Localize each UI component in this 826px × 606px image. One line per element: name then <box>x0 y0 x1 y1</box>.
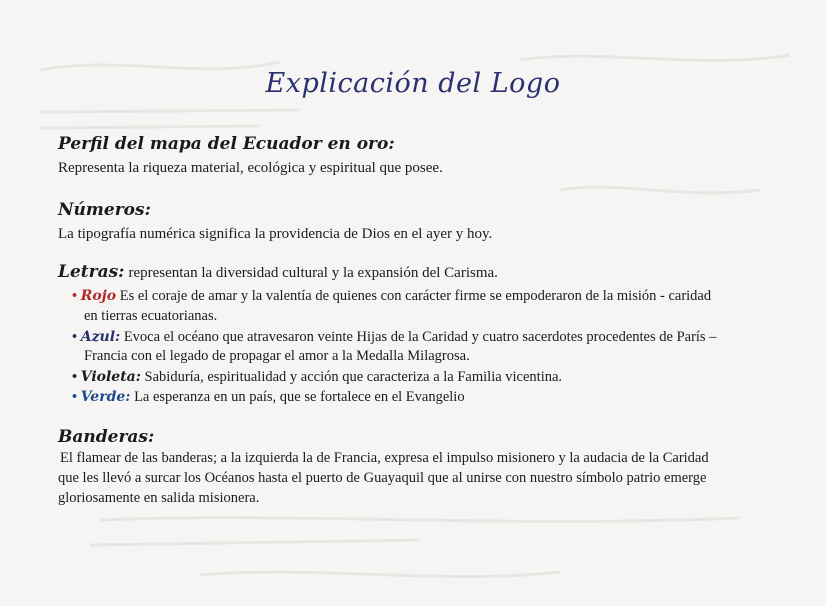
section-text-numeros: La tipografía numérica significa la providencia de Dios en el ayer y hoy. <box>58 226 493 242</box>
bullet-rojo <box>72 286 711 306</box>
bullet-label-azul: Azul: <box>80 329 121 345</box>
bullet-azul <box>72 327 716 347</box>
bullet-dot-icon: • <box>72 389 81 405</box>
bullet-dot-icon: • <box>72 288 81 304</box>
bullet-text-rojo: Es el coraje de amar y la valentía de quienes con carácter firme se empoderaron de la misión - caridad <box>119 288 712 304</box>
bullet-violeta <box>72 367 562 387</box>
section-text-banderas-2: que les llevó a surcar los Océanos hasta el puerto de Guayaquil que al unirse con nuestro símbolo patrio emerge <box>58 470 707 486</box>
bullet-cont-rojo: en tierras ecuatorianas. <box>84 308 218 324</box>
section-letras-intro <box>58 262 498 282</box>
page-title: Explicación del Logo <box>265 68 561 99</box>
section-heading-banderas: Banderas: <box>58 427 155 447</box>
section-heading-perfil: Perfil del mapa del Ecuador en oro: <box>58 134 395 154</box>
bullet-label-rojo: Rojo <box>80 288 117 304</box>
bullet-dot-icon: • <box>72 369 81 385</box>
section-text-letras: representan la diversidad cultural y la expansión del Carisma. <box>128 265 498 281</box>
bullet-label-verde: Verde: <box>80 389 131 405</box>
bullet-dot-icon: • <box>72 329 81 345</box>
section-heading-letras: Letras: <box>58 262 125 282</box>
section-text-banderas-3: gloriosamente en salida misionera. <box>58 490 260 506</box>
bullet-text-azul: Evoca el océano que atravesaron veinte Hijas de la Caridad y cuatro sacerdotes procedentes de París – <box>123 329 717 345</box>
section-heading-numeros: Números: <box>58 200 151 220</box>
section-text-perfil: Representa la riqueza material, ecológica y espiritual que posee. <box>58 160 443 176</box>
bullet-label-violeta: Violeta: <box>80 369 141 385</box>
bullet-verde <box>72 387 465 407</box>
bullet-text-violeta: Sabiduría, espiritualidad y acción que caracteriza a la Familia vicentina. <box>144 369 563 385</box>
bullet-cont-azul: Francia con el legado de propagar el amor a la Medalla Milagrosa. <box>84 348 470 364</box>
bullet-text-verde: La esperanza en un país, que se fortalece en el Evangelio <box>134 389 465 405</box>
section-text-banderas-1: El flamear de las banderas; a la izquierda la de Francia, expresa el impulso misionero y la audacia de la Caridad <box>60 450 709 466</box>
